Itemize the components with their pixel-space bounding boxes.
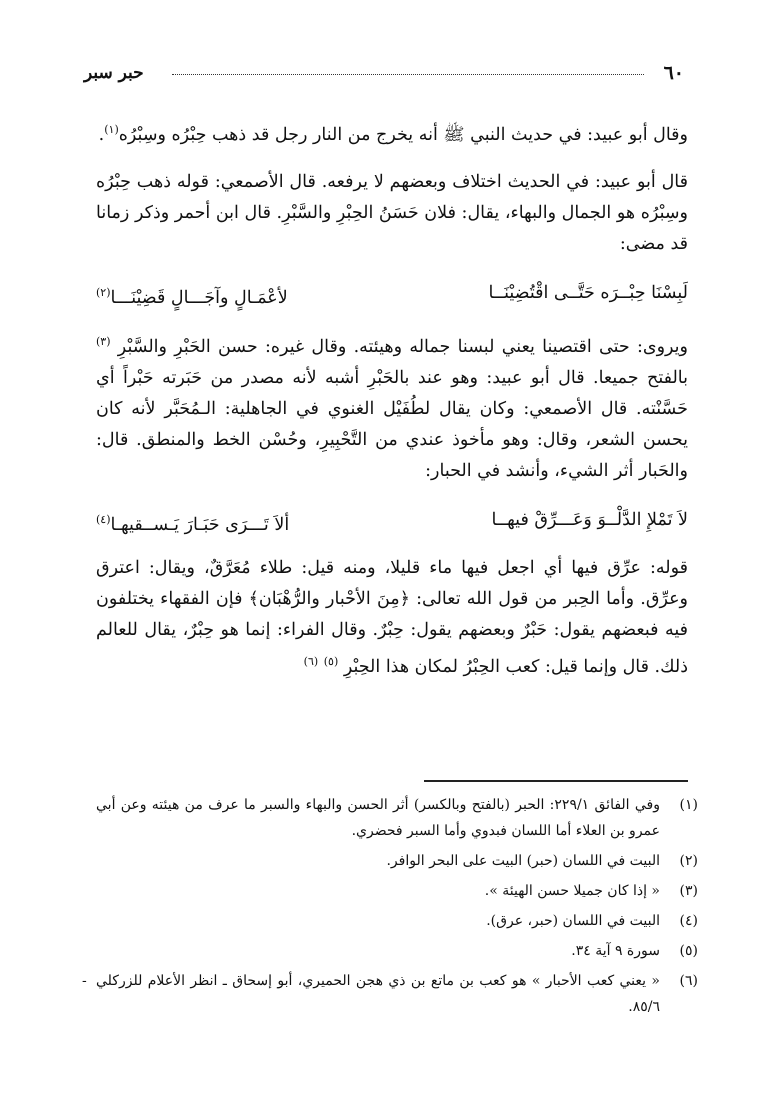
page-header <box>84 60 684 86</box>
footnote-text: « يعني كعب الأحبار » هو كعب بن ماتع بن ذي هجن الحميري، أبو إسحاق ـ انظر الأعلام للزركلي ٨٥/٦. <box>96 973 660 1015</box>
footnote-3 <box>96 878 698 904</box>
footnote-ref-5: (٥) <box>323 654 339 668</box>
footnote-text: سورة ٩ آية ٣٤. <box>571 943 660 959</box>
footnote-5 <box>96 938 698 964</box>
footnote-4 <box>96 908 698 934</box>
footnote-text: البيت في اللسان (حبر) البيت على البحر الوافر. <box>386 853 660 869</box>
footnotes <box>82 792 698 1024</box>
footnote-mark: (٢) <box>679 853 698 869</box>
footnote-6 <box>82 968 698 1020</box>
footnote-mark: (٤) <box>679 913 698 929</box>
footnote-1 <box>96 792 698 844</box>
footnote-text: « إذا كان جميلا حسن الهيئة ». <box>484 883 660 899</box>
running-title: حبر سبر <box>84 63 144 83</box>
header-dotted-rule <box>172 74 644 75</box>
footnote-separator <box>424 780 688 782</box>
footnote-ref-2: (٢) <box>96 285 111 299</box>
paragraph-2: قال أبو عبيد: في الحديث اختلاف وبعضهم لا يرفعه. قال الأصمعي: قوله ذهب حِبْرُه وسِبْرُه هو الجمال والبهاء، يقال: فلان حَسَنُ الحِبْرِ والسَّبْرِ. قال ابن أحمر وذكر زمانا قد مضى: <box>96 171 688 254</box>
paragraph-4: قوله: عرِّق فيها أي اجعل فيها ماء قليلا، ومنه قيل: طلاء مُعَرَّقٌ، ويقال: اعترق وعرِّق. وأما الحِبر من قول الله تعالى: ﴿مِنَ الأحْبار والرُّهْبَان﴾ فإن الفقهاء يختلفون فيه فبعضهم يقول: حَبْرٌ وبعضهم يقول: حِبْرٌ. وقال الفراء: إنما هو حِبْرٌ، يقال للعالم ذلك. قال وإنما قيل: كعب الحِبْرُ لمكان هذا الحِبْرِ $^{(٥)}$ $^{(٦)}$ <box>96 557 688 677</box>
paragraph-3: ويروى: حتى اقتصينا يعني لبسنا جماله وهيئته. وقال غيره: حسن الحَبْرِ والسَّبْرِ $^{(٣)}$ بالفتح جميعا. قال أبو عبيد: وهو عند بالحَبْرِ أشبه لأنه مصدر من حَبَرته حَبْراً أي حَسَّنْته. قال الأصمعي: وكان يقال لطُفَيْل الغنوي في الجاهلية: الـمُحَبَّر لأنه كان يحسن الشعر، وقال: وهو مأخوذ عندي من التَّحْبِيرِ، وحُسْن الخط والمنطق. قال: والحَبار أثر الشيء، وأنشد في الحبار: <box>96 334 688 481</box>
footnote-ref-1: (١) <box>104 123 119 136</box>
verse-2-first-hemistich: لاَ تَمْلإِ الدَّلْــوَ وَعَـــرِّقْ فيهــا <box>491 509 688 530</box>
verse-2-second-hemistich: ألاَ تَـــرَى حَبَـارَ يَـســقيهـا$^{(٤)}$ <box>96 512 290 535</box>
paragraph-1: وقال أبو عبيد: في حديث النبي ﷺ أنه يخرج من النار رجل قد ذهب حِبْرُه وسِبْرُه$^{(١)}$. <box>98 123 688 145</box>
footnote-dash: - <box>82 973 87 989</box>
footnote-text: البيت في اللسان (حبر، عرق). <box>486 913 660 929</box>
footnote-mark: (٣) <box>679 883 698 899</box>
verse-1-second-hemistich: لأعْمَـالٍ وآجَـــالٍ قَضِيْنَـــا$^{(٢)}$ <box>96 285 288 308</box>
page-number: ٦٠ <box>663 62 684 84</box>
footnote-mark: (٦) <box>679 973 698 989</box>
verse-2 <box>96 503 688 537</box>
verse-1 <box>96 276 688 310</box>
footnote-ref-4: (٤) <box>96 512 111 526</box>
footnote-mark: (٥) <box>679 943 698 959</box>
footnote-mark: (١) <box>679 797 698 813</box>
verse-1-first-hemistich: لَبِسْنَا حِبْــرَه حَتَّــى اقْتُضِيْنَــا <box>488 282 688 303</box>
footnote-2 <box>96 848 698 874</box>
footnote-ref-6: (٦) <box>303 654 319 668</box>
main-text <box>96 114 688 698</box>
footnote-text: وفي الفائق ٢٢٩/١: الحبر (بالفتح وبالكسر) أثر الحسن والبهاء والسبر ما عرف من هيئته وعن أبي عمرو بن العلاء أما اللسان فبدوي وأما السبر فحضري. <box>96 797 660 839</box>
footnote-ref-3: (٣) <box>96 334 111 348</box>
